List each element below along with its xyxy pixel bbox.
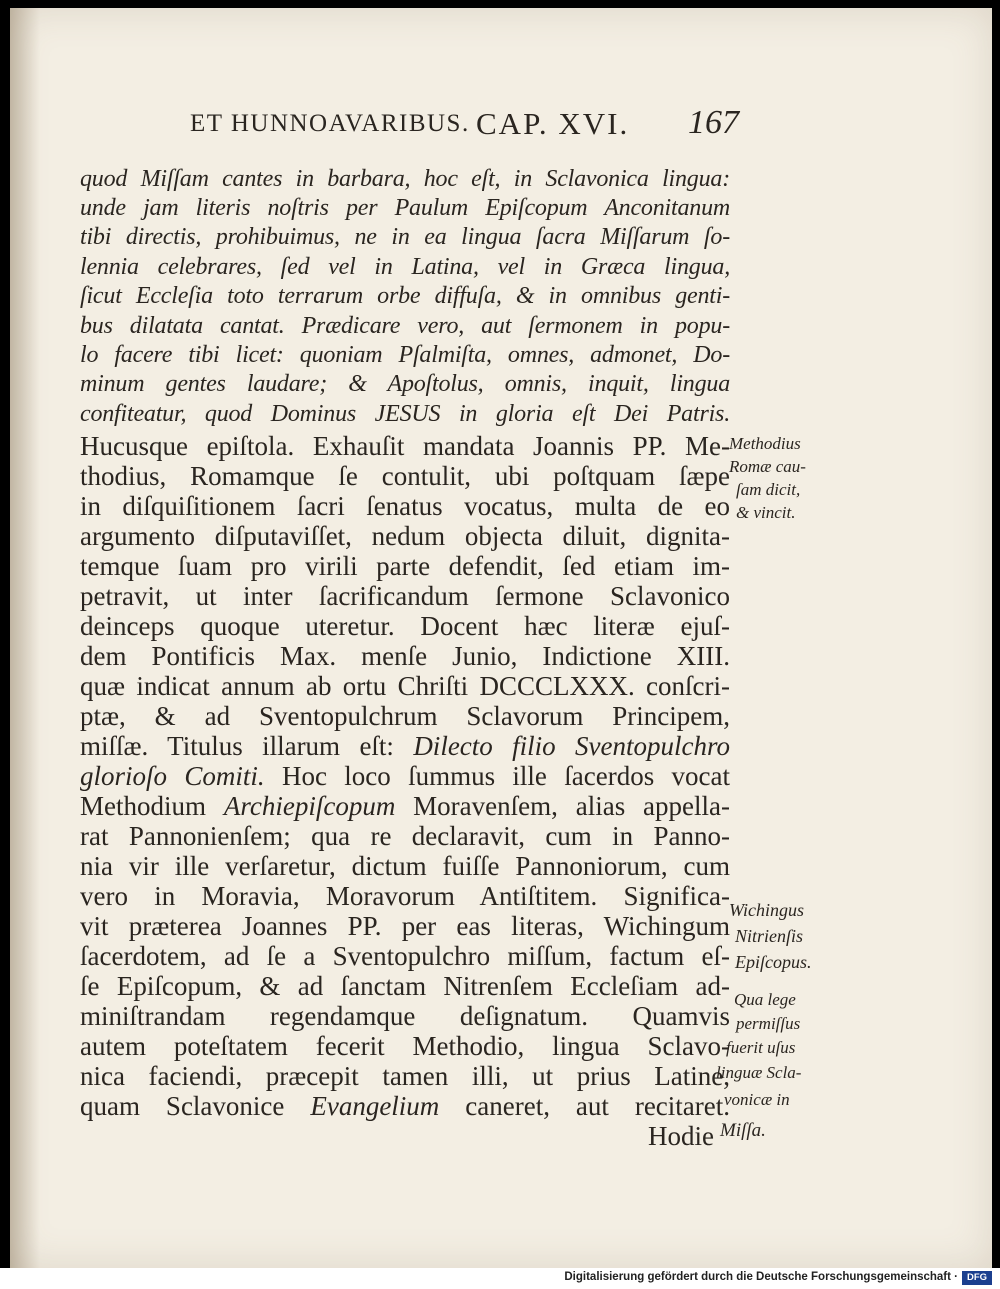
body-line: ſe Epiſcopum, & ad ſanctam Nitrenſem Eccleſiam ad- [80,971,730,1001]
body-line: minum gentes laudare; & Apoſtolus, omnis, inquit, lingua [80,371,730,397]
marginal-note: Wichingus [729,900,804,920]
body-line: unde jam literis noſtris per Paulum Epiſcopum Anconitanum [80,195,730,221]
body-line: autem poteſtatem fecerit Methodio, lingua Sclavo- [80,1031,730,1061]
body-line: ptæ, & ad Sventopulchrum Sclavorum Principem, [80,701,730,731]
marginal-note: ſam dicit, [736,480,801,499]
marginal-note: Romæ cau- [729,457,806,476]
body-line: Hucusque epiſtola. Exhauſit mandata Joannis PP. Me- [80,431,730,461]
catchword: Hodie [648,1121,714,1151]
marginal-note: Nitrienſis [735,926,804,946]
body-text: caneret, aut recitaret. [465,1091,730,1121]
body-line: temque ſuam pro virili parte defendit, ſed etiam im- [80,551,730,581]
body-line: thodius, Romamque ſe contulit, ubi poſtquam ſæpe [80,461,730,491]
body-line: in diſquiſitionem ſacri ſenatus vocatus, multa de eo [80,491,730,521]
body-line: miniſtrandam regendamque deſignatum. Quamvis [80,1001,730,1031]
body-line: confiteatur, quod Dominus JESUS in gloria eſt Dei Patris. [80,401,730,427]
running-title: ET HUNNOAVARIBUS. [190,110,470,137]
body-text-italic: glorioſo Comiti. [80,761,265,791]
body-line: tibi directis, prohibuimus, ne in ea lingua ſacra Miſſarum ſo- [80,224,730,250]
body-line: rat Pannonienſem; qua re declaravit, cum in Panno- [80,821,730,851]
body-line: bus dilatata cantat. Prædicare vero, aut ſermonem in popu- [80,313,730,339]
body-line: nica faciendi, præcepit tamen illi, ut prius Latine, [80,1061,730,1091]
marginal-note: Miſſa. [720,1120,766,1141]
body-line: dem Pontificis Max. menſe Junio, Indictione XIII. [80,641,730,671]
body-text-italic: Archiepiſcopum [223,791,396,821]
body-line: vit præterea Joannes PP. per eas literas, Wichingum [80,911,730,941]
digitization-footer [0,1268,1000,1289]
funding-notice: Digitalisierung gefördert durch die Deutsche Forschungsgemeinschaft · [564,1271,958,1283]
body-line: nia vir ille verſaretur, dictum fuiſſe Pannoniorum, cum [80,851,730,881]
body-line [80,1091,730,1122]
body-text: Moravenſem, alias appella- [413,791,731,821]
marginal-note: linguæ Scla- [716,1063,802,1082]
marginal-note: vonicæ in [724,1090,790,1109]
marginal-note: Epiſcopus. [735,952,812,972]
body-line: quæ indicat annum ab ortu Chriſti DCCCLXXX. conſcri- [80,671,730,701]
marginal-note: permiſſus [736,1014,801,1033]
body-line [80,761,730,792]
body-line: lo facere tibi licet: quoniam Pſalmiſta, omnes, admonet, Do- [80,342,730,368]
body-line [80,791,730,822]
body-text: Methodium [80,791,206,821]
body-line [80,731,730,762]
body-text: Hoc loco ſummus ille ſacerdos vocat [281,761,731,791]
dfg-logo: DFG [962,1271,992,1285]
body-text-italic: Evangelium [310,1091,440,1121]
body-line: ſacerdotem, ad ſe a Sventopulchro miſſum, factum eſ- [80,941,730,971]
marginal-note: fuerit uſus [726,1038,796,1057]
body-text-italic: Dilecto filio Sventopulchro [413,731,730,761]
body-line: quod Miſſam cantes in barbara, hoc eſt, in Sclavonica lingua: [80,166,730,192]
body-line: vero in Moravia, Moravorum Antiſtitem. Significa- [80,881,730,911]
body-text: quam Sclavonice [80,1091,285,1121]
body-text: miſſæ. Titulus illarum eſt: [80,731,394,761]
body-line: deinceps quoque uteretur. Docent hæc literæ ejuſ- [80,611,730,641]
body-line: petravit, ut inter ſacrificandum ſermone Sclavonico [80,581,730,611]
body-line: lennia celebrares, ſed vel in Latina, vel in Græca lingua, [80,254,730,280]
body-line: argumento diſputaviſſet, nedum objecta diluit, dignita- [80,521,730,551]
running-header [10,106,992,146]
marginal-note: Methodius [729,434,801,453]
book-page [10,8,992,1268]
marginal-note: & vincit. [736,503,796,522]
page-number: 167 [688,104,739,141]
chapter-label: CAP. XVI. [476,106,630,141]
body-line: ſicut Eccleſia toto terrarum orbe diffuſa, & in omnibus genti- [80,283,730,309]
marginal-note: Qua lege [734,990,796,1009]
